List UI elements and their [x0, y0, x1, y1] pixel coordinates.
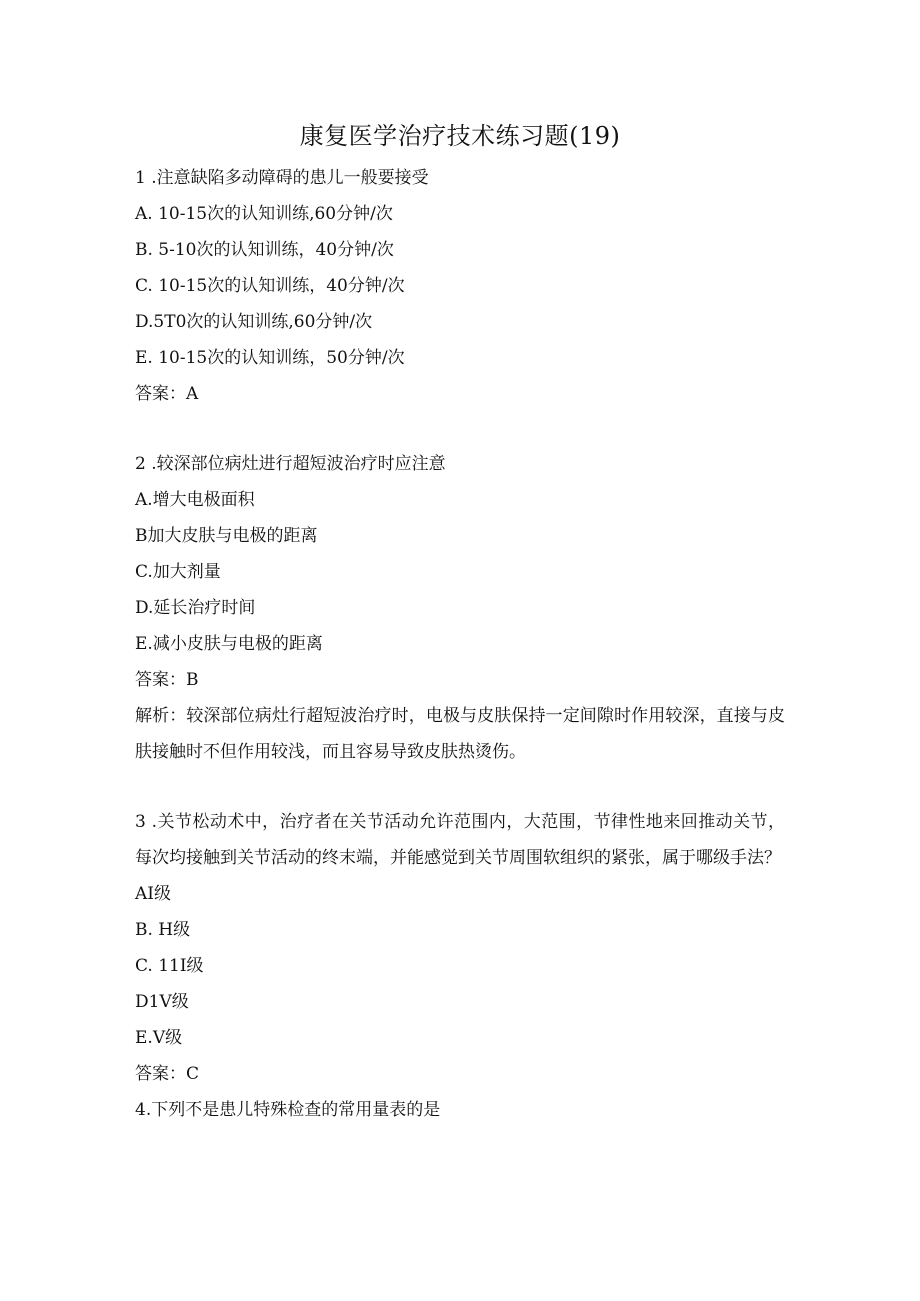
question-2-option-a: A.增大电极面积 [135, 490, 255, 510]
question-3-option-c: C. 11I级 [135, 956, 204, 976]
question-2-option-c: C.加大剂量 [135, 562, 221, 582]
question-2-option-d: D.延长治疗时间 [135, 598, 256, 618]
question-2-stem: 2 .较深部位病灶进行超短波治疗时应注意 [135, 454, 446, 474]
spacer [135, 770, 785, 804]
question-2-option-e: E.减小皮肤与电极的距离 [135, 634, 323, 654]
question-1-option-d: D.5T0次的认知训练,60分钟/次 [135, 312, 373, 332]
document-body [135, 160, 785, 1128]
question-2-answer: 答案：B [135, 670, 199, 690]
question-3 [135, 804, 785, 1092]
question-1 [135, 160, 785, 412]
question-3-option-b: B. H级 [135, 920, 191, 940]
question-4-stem: 4.下列不是患儿特殊检查的常用量表的是 [135, 1100, 441, 1120]
question-2 [135, 446, 785, 770]
question-3-answer: 答案：C [135, 1064, 200, 1084]
question-1-option-a: A. 10-15次的认知训练,60分钟/次 [135, 204, 393, 224]
question-1-answer: 答案：A [135, 384, 199, 404]
question-3-option-a: AI级 [135, 884, 171, 904]
question-1-stem: 1 .注意缺陷多动障碍的患儿一般要接受 [135, 168, 429, 188]
question-3-stem: 3 .关节松动术中，治疗者在关节活动允许范围内，大范围，节律性地来回推动关节，每次均接触到关节活动的终末端，并能感觉到关节周围软组织的紧张，属于哪级手法？ [135, 812, 785, 868]
document-title: 康复医学治疗技术练习题(19) [299, 122, 621, 150]
spacer [135, 412, 785, 446]
question-1-option-e: E. 10-15次的认知训练，50分钟/次 [135, 348, 405, 368]
question-2-analysis: 解析：较深部位病灶行超短波治疗时，电极与皮肤保持一定间隙时作用较深，直接与皮肤接触时不但作用较浅，而且容易导致皮肤热烫伤。 [135, 706, 785, 762]
question-1-option-b: B. 5-10次的认知训练，40分钟/次 [135, 240, 394, 260]
question-1-option-c: C. 10-15次的认知训练，40分钟/次 [135, 276, 405, 296]
question-2-option-b: B加大皮肤与电极的距离 [135, 526, 318, 546]
question-3-option-e: E.V级 [135, 1028, 183, 1048]
question-4 [135, 1092, 785, 1128]
question-3-option-d: D1V级 [135, 992, 189, 1012]
